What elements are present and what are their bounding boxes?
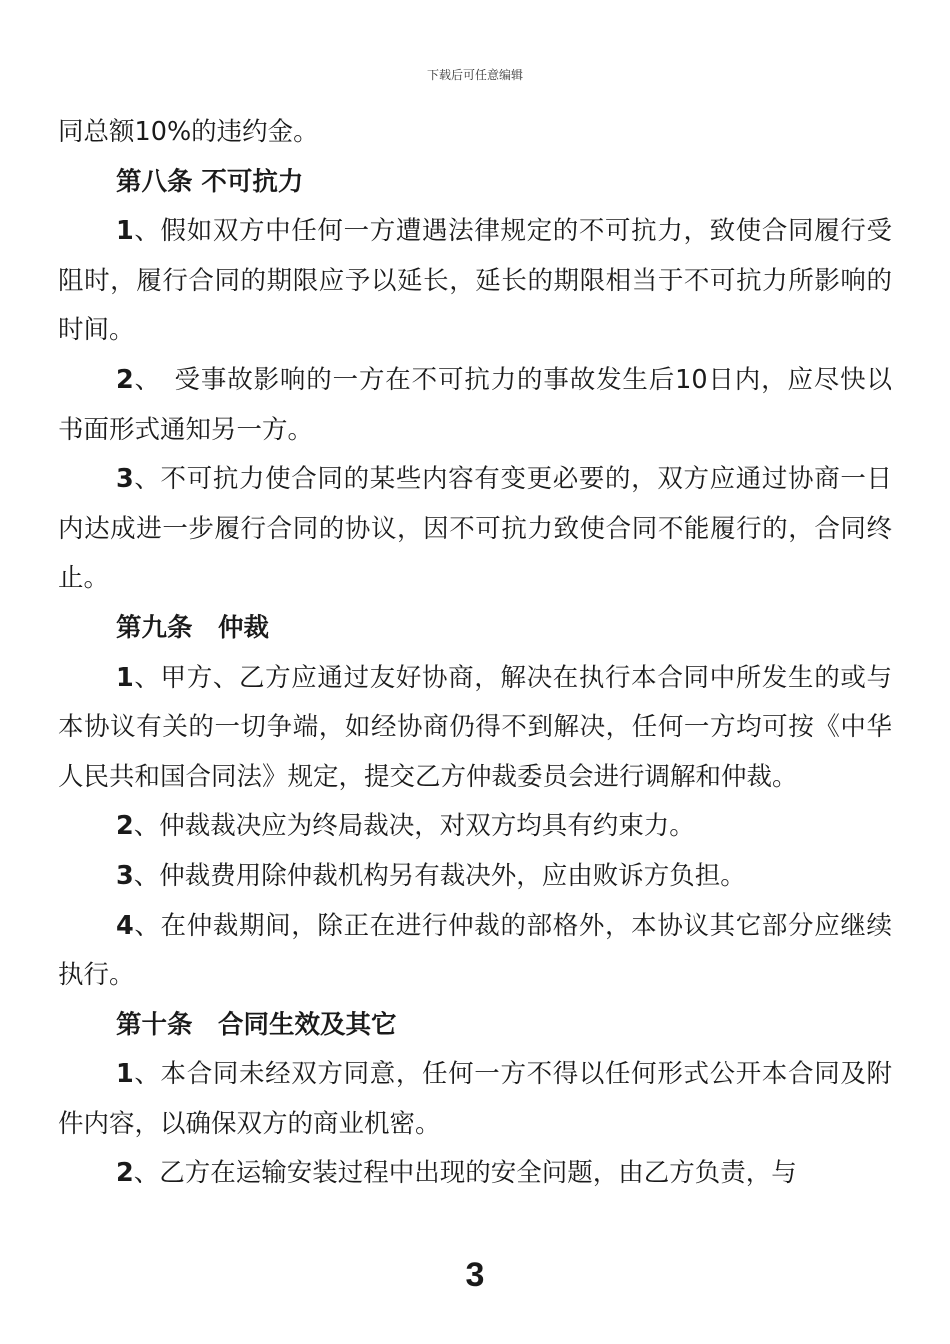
item-number: 2 <box>116 364 134 395</box>
document-body <box>58 108 892 1199</box>
item-number: 4 <box>116 910 134 941</box>
item-text: 、假如双方中任何一方遭遇法律规定的不可抗力，致使合同履行受阻时，履行合同的期限应予以延长，延长的期限相当于不可抗力所影响的时间。 <box>58 216 892 346</box>
paragraph <box>58 1050 892 1149</box>
item-number: 3 <box>116 860 134 891</box>
page-number: 3 <box>465 1256 485 1294</box>
item-text: 、仲裁裁决应为终局裁决，对双方均具有约束力。 <box>133 811 695 842</box>
item-number: 1 <box>116 1059 134 1090</box>
paragraph <box>58 1149 892 1199</box>
item-text: 、甲方、乙方应通过友好协商，解决在执行本合同中所发生的或与本协议有关的一切争端，如经协商仍得不到解决，任何一方均可按《中华人民共和国合同法》规定，提交乙方仲裁委员会进行调解和仲裁。 <box>58 662 892 792</box>
item-text: 、在仲裁期间，除正在进行仲裁的部格外，本协议其它部分应继续执行。 <box>58 910 892 991</box>
item-text: 、 受事故影响的一方在不可抗力的事故发生后10日内，应尽快以书面形式通知另一方。 <box>58 364 892 445</box>
paragraph: 同总额10%的违约金。 <box>58 117 319 147</box>
paragraph <box>58 654 892 803</box>
item-number: 3 <box>116 464 134 495</box>
item-number: 1 <box>116 662 134 693</box>
paragraph <box>58 455 892 604</box>
section-heading: 第十条 合同生效及其它 <box>116 1009 397 1040</box>
item-number: 2 <box>116 1158 134 1189</box>
paragraph <box>58 852 892 902</box>
item-text: 、仲裁费用除仲裁机构另有裁决外，应由败诉方负担。 <box>133 860 746 891</box>
paragraph <box>58 802 892 852</box>
item-number: 2 <box>116 811 134 842</box>
item-text: 、乙方在运输安装过程中出现的安全问题，由乙方负责，与 <box>133 1158 797 1189</box>
section-heading: 第八条 不可抗力 <box>116 166 304 197</box>
item-text: 、不可抗力使合同的某些内容有变更必要的，双方应通过协商一日内达成进一步履行合同的协议，因不可抗力致使合同不能履行的，合同终止。 <box>58 464 892 594</box>
paragraph <box>58 207 892 356</box>
section-heading: 第九条 仲裁 <box>116 612 270 643</box>
page-header: 下载后可任意编辑 <box>426 68 523 82</box>
item-number: 1 <box>116 216 134 247</box>
paragraph <box>58 356 892 455</box>
item-text: 、本合同未经双方同意，任何一方不得以任何形式公开本合同及附件内容，以确保双方的商业机密。 <box>58 1059 892 1139</box>
paragraph <box>58 902 892 1001</box>
